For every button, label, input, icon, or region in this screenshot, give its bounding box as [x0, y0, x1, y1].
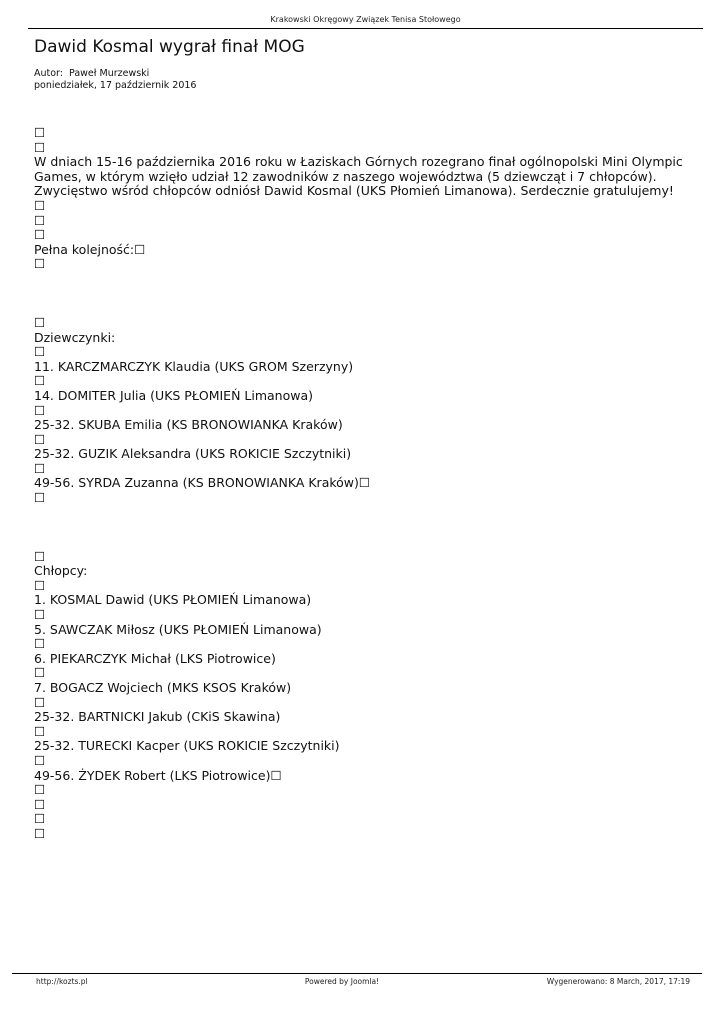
page-header	[28, 14, 703, 29]
placeholder-box: ☐	[34, 825, 46, 841]
boys-result-row: 6. PIEKARCZYK Michał (LKS Piotrowice)	[34, 650, 276, 666]
placeholder-box: ☐	[34, 314, 46, 330]
placeholder-box: ☐	[34, 752, 46, 768]
girls-result-row: 14. DOMITER Julia (UKS PŁOMIEŃ Limanowa)	[34, 387, 313, 403]
girls-result-row: 25-32. GUZIK Aleksandra (UKS ROKICIE Szczytniki)	[34, 446, 352, 462]
placeholder-box: ☐	[34, 796, 46, 812]
placeholder-box: ☐	[34, 344, 46, 360]
girls-result-row: 25-32. SKUBA Emilia (KS BRONOWIANKA Kraków)	[34, 417, 343, 433]
placeholder-box: ☐	[34, 431, 46, 447]
placeholder-box: ☐	[34, 212, 46, 228]
placeholder-box: ☐	[34, 227, 46, 243]
placeholder-box: ☐	[34, 577, 46, 593]
placeholder-box: ☐	[34, 782, 46, 798]
placeholder-box: ☐	[34, 125, 46, 140]
footer-generated-date: Wygenerowano: 8 March, 2017, 17:19	[546, 977, 690, 986]
placeholder-box: ☐	[34, 490, 46, 506]
site-name: Krakowski Okręgowy Związek Tenisa Stołowego	[270, 15, 461, 24]
author-line: Autor: Paweł Murzewski	[34, 68, 150, 79]
boys-result-row: 25-32. BARTNICKI Jakub (CKiS Skawina)	[34, 709, 281, 725]
girls-heading: Dziewczynki:	[34, 329, 116, 345]
placeholder-box: ☐	[34, 607, 46, 623]
boys-result-row: 49-56. ŻYDEK Robert (LKS Piotrowice)☐	[34, 767, 282, 783]
placeholder-box: ☐	[34, 373, 46, 389]
footer-powered-by: Powered by Joomla!	[304, 977, 380, 986]
placeholder-box: ☐	[34, 548, 46, 564]
boys-result-row: 1. KOSMAL Dawid (UKS PŁOMIEŃ Limanowa)	[34, 592, 312, 608]
placeholder-box: ☐	[34, 460, 46, 476]
boys-result-row: 25-32. TURECKI Kacper (UKS ROKICIE Szczytniki)	[34, 738, 340, 754]
placeholder-box: ☐	[34, 811, 46, 827]
placeholder-box: ☐	[34, 723, 46, 739]
placeholder-box: ☐	[34, 694, 46, 710]
girls-result-row: 11. KARCZMARCZYK Klaudia (UKS GROM Szerzyny)	[34, 358, 354, 374]
girls-result-row: 49-56. SYRDA Zuzanna (KS BRONOWIANKA Kraków)☐	[34, 475, 371, 491]
date-line: poniedziałek, 17 październik 2016	[34, 80, 197, 91]
boys-result-row: 7. BOGACZ Wojciech (MKS KSOS Kraków)	[34, 680, 292, 695]
article-title: Dawid Kosmal wygrał finał MOG	[34, 37, 305, 57]
intro-paragraph: W dniach 15-16 października 2016 roku w Łaziskach Górnych rozegrano finał ogólnopolski Mini Olympic Games, w którym wzięło udział 12 zawodników z naszego województwa (5 dziewcząt i 7 chłopców). Zwycięstwo wśród chłopców odniósł Dawid Kosmal (UKS Płomień Limanowa). Serdecznie gratulujemy!☐	[34, 154, 683, 213]
boys-results	[34, 579, 684, 783]
placeholder-box: ☐	[34, 636, 46, 652]
page-footer	[12, 973, 702, 986]
boys-heading: Chłopcy:	[34, 563, 88, 579]
footer-url-link[interactable]: http://kozts.pl	[36, 977, 88, 986]
placeholder-box: ☐	[34, 665, 46, 681]
boys-result-row: 5. SAWCZAK Miłosz (UKS PŁOMIEŃ Limanowa)	[34, 621, 322, 637]
article-body	[34, 126, 684, 842]
placeholder-box: ☐	[34, 402, 46, 418]
girls-results	[34, 345, 684, 491]
article-meta	[34, 68, 196, 92]
placeholder-box: ☐	[34, 256, 46, 272]
full-order-label: Pełna kolejność:☐	[34, 241, 146, 257]
placeholder-box: ☐	[34, 139, 46, 155]
